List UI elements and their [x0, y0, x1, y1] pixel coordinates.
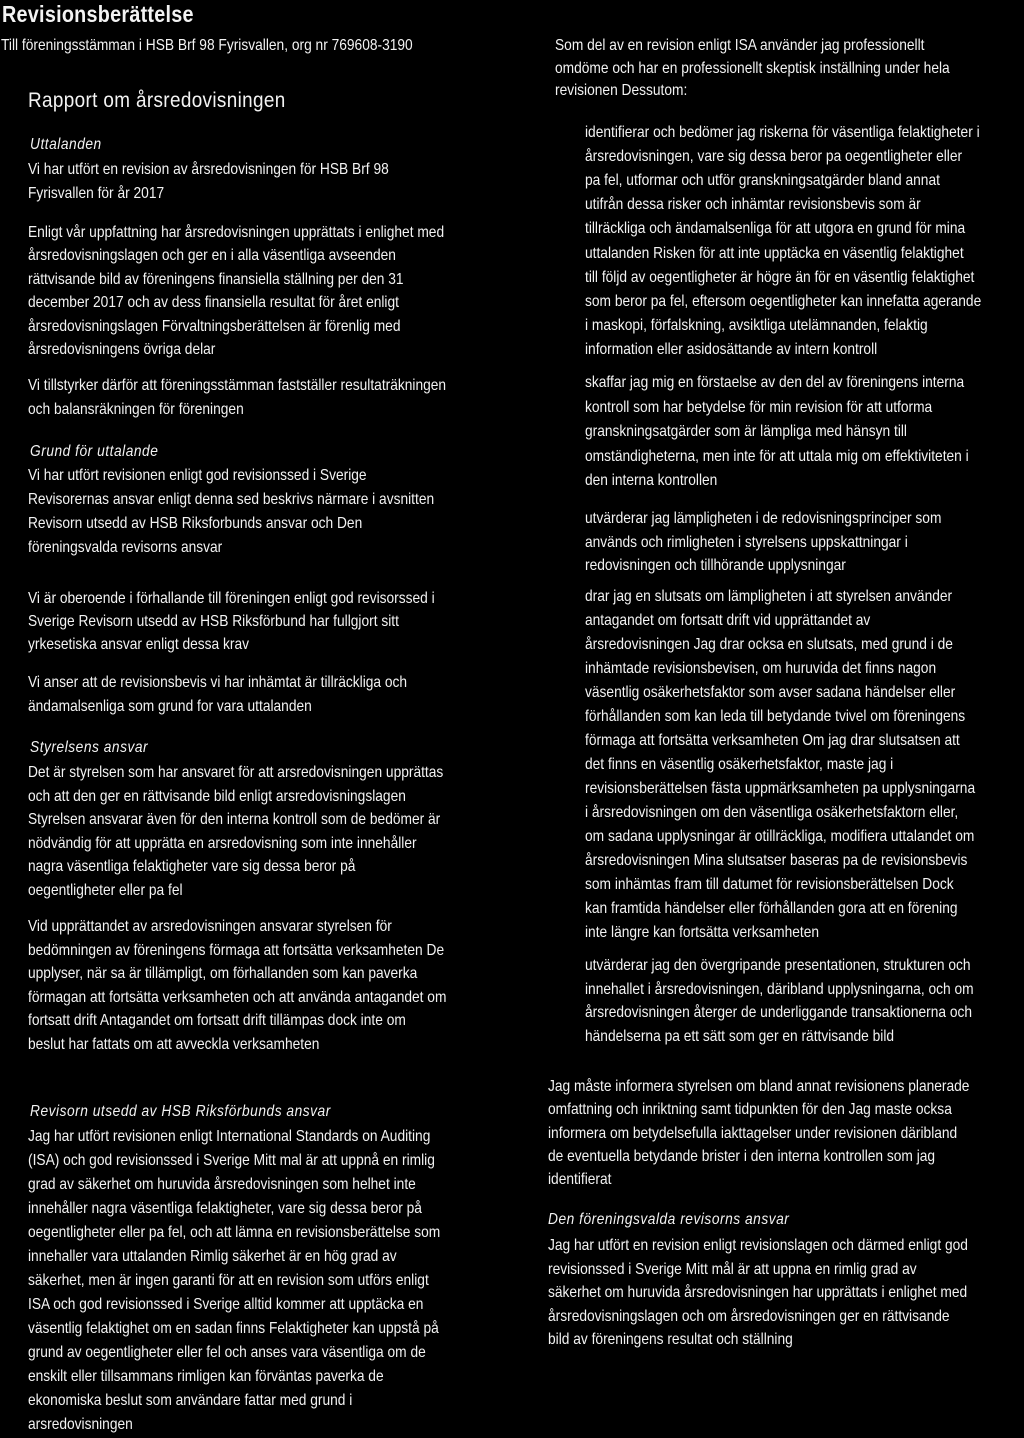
- document-addressee: Till föreningsstämman i HSB Brf 98 Fyrisvallen, org nr 769608-3190: [1, 37, 413, 54]
- text-line: årsredovisningen Jag drar ocksa en slutsats, med grund i de: [585, 636, 953, 653]
- text-line: innehåller nagra väsentliga felaktigheter, vare sig dessa beror på: [28, 1200, 422, 1217]
- subheading-text: Den föreningsvalda revisorns ansvar: [548, 1211, 790, 1228]
- text-line: pa fel, utformar och utför granskningsatgärder bland annat: [585, 172, 940, 190]
- text-line: Revisorn utsedd av HSB Riksforbunds ansvar och Den: [28, 515, 363, 532]
- text-line: i maskopi, förfalskning, avsiktliga utelämnanden, felaktig: [585, 316, 928, 334]
- text-line: Enligt vår uppfattning har årsredovisningen upprättats i enlighet med: [28, 224, 445, 241]
- text-line: utifrån dessa risker och inhämtar revisionsbevis som är: [585, 196, 921, 214]
- text-line: ISA och god revisionssed i Sverige alltid kommer att upptäcka en: [28, 1296, 424, 1313]
- text-line: inhämtade revisionsbevisen, om huruvida det finns nagon: [585, 660, 937, 677]
- subheading-text: Grund för uttalande: [30, 443, 159, 460]
- text-line: antagandet om fortsatt drift vid upprättandet av: [585, 612, 871, 629]
- text-line: säkerhet om huruvida årsredovisningen har upprättats i enlighet med: [548, 1284, 968, 1301]
- text-line: grad av säkerhet om huruvida årsredovisningen som helhet inte: [28, 1176, 416, 1193]
- text-line: i årsredovisningen om den väsentliga osäkerhetsfaktorn eller,: [585, 804, 959, 821]
- text-line: kontroll som har betydelse för min revision för att utforma: [585, 398, 933, 416]
- text-line: årsredovisningens övriga delar: [28, 341, 216, 358]
- text-line: skaffar jag mig en förstaelse av den del av föreningens interna: [585, 374, 965, 391]
- text-line: beslut har fattats om att avveckla verksamheten: [28, 1036, 320, 1053]
- text-line: ekonomiska beslut som användare fattar med grund i: [28, 1392, 353, 1409]
- subheading-text: Revisorn utsedd av HSB Riksförbunds ansvar: [30, 1103, 331, 1120]
- text-line: årsredovisningslagen och ger en i alla väsentliga avseenden: [28, 247, 396, 265]
- text-line: årsredovisningslagen och om årsredovisningen ger en rättvisande: [548, 1307, 950, 1325]
- text-line: till följd av oegentligheter är högre än för en väsentlig felaktighet: [585, 268, 975, 286]
- text-line: Det är styrelsen som har ansvaret för att arsredovisningen upprättas: [28, 764, 444, 781]
- text-line: årsredovisningslagen Förvaltningsberättelsen är förenlig med: [28, 317, 401, 335]
- section-heading: Rapport om årsredovisningen: [28, 89, 286, 112]
- text-line: oegentligheter eller pa fel, och att lämna en revisionsberättelse som: [28, 1224, 441, 1241]
- text-line: identifierat: [548, 1171, 612, 1189]
- text-line: upplyser, när sa är tillämpligt, om förhallanden som kan paverka: [28, 965, 418, 983]
- text-line: drar jag en slutsats om lämpligheten i att styrelsen använder: [585, 588, 953, 605]
- text-line: (ISA) och god revisionssed i Sverige Mitt mal är att uppnå en rimlig: [28, 1152, 435, 1169]
- text-line: Revisorernas ansvar enligt denna sed beskrivs närmare i avsnitten: [28, 491, 435, 508]
- text-line: revisionsberättelsen fästa uppmärksamheten pa upplysningarna: [585, 780, 976, 797]
- text-line: Sverige Revisorn utsedd av HSB Riksförbund har fullgjort sitt: [28, 613, 399, 630]
- text-line: identifierar och bedömer jag riskerna för väsentliga felaktigheter i: [585, 124, 980, 141]
- text-line: förhållanden som kan leda till betydande tvivel om föreningens: [585, 708, 966, 725]
- text-line: grund av oegentligheter eller fel och anses vara väsentliga om de: [28, 1344, 426, 1361]
- text-line: Fyrisvallen för år 2017: [28, 185, 165, 202]
- text-line: arsredovisningen: [28, 1416, 133, 1433]
- text-line: information eller asidosättande av intern kontroll: [585, 340, 878, 358]
- subheading-text: Styrelsens ansvar: [30, 739, 149, 756]
- text-line: Som del av en revision enligt ISA använder jag professionellt: [555, 37, 925, 54]
- text-line: bedömningen av föreningens förmaga att fortsätta verksamheten De: [28, 941, 445, 959]
- text-line: Jag måste informera styrelsen om bland annat revisionens planerade: [548, 1078, 970, 1095]
- text-line: det finns en väsentlig osäkerhetsfaktor, maste jag i: [585, 756, 894, 773]
- text-line: oegentligheter eller pa fel: [28, 882, 183, 899]
- text-line: och balansräkningen för föreningen: [28, 400, 244, 418]
- text-line: väsentlig felaktighet om en sadan finns Felaktigheter kan uppstå på: [28, 1320, 439, 1337]
- text-line: händelserna pa ett sätt som ger en rättvisande bild: [585, 1028, 895, 1046]
- text-line: granskningsatgärder som är lämpliga med hänsyn till: [585, 423, 907, 440]
- text-line: används och rimligheten i styrelsens uppskattningar i: [585, 533, 908, 551]
- document-title: Revisionsberättelse: [2, 1, 194, 27]
- text-line: informera om betydelsefulla iakttagelser under revisionen däribland: [548, 1124, 958, 1142]
- text-line: årsredovisningen Mina slutsatser baseras pa de revisionsbevis: [585, 852, 968, 869]
- text-line: omständigheterna, men inte för att uttala mig om effektiviteten i: [585, 447, 969, 465]
- text-line: väsentlig osäkerhetsfaktor som avser sadana händelser eller: [585, 684, 956, 701]
- text-line: Vi tillstyrker därför att föreningsstämman fastställer resultaträkningen: [28, 377, 447, 394]
- text-line: utvärderar jag lämpligheten i de redovisningsprinciper som: [585, 510, 942, 527]
- text-line: Vi har utfört en revision av årsredovisningen för HSB Brf 98: [28, 161, 389, 178]
- text-line: utvärderar jag den övergripande presentationen, strukturen och: [585, 957, 971, 974]
- text-line: och att den ger en rättvisande bild enligt arsredovisningslagen: [28, 787, 406, 805]
- text-line: Jag har utfört en revision enligt revisionslagen och därmed enligt god: [548, 1237, 968, 1254]
- text-line: innehaller vara uttalanden Rimlig säkerhet är en hög grad av: [28, 1248, 397, 1265]
- text-line: yrkesetiska ansvar enligt dessa krav: [28, 636, 250, 653]
- text-line: som inhämtas fram till datumet för revisionsberättelsen Dock: [585, 876, 954, 893]
- text-line: omdöme och har en professionellt skeptisk inställning under hela: [555, 59, 950, 77]
- text-line: Vi är oberoende i förhallande till föreningen enligt god revisorssed i: [28, 590, 435, 607]
- text-line: Vid upprättandet av arsredovisningen ansvarar styrelsen för: [28, 918, 392, 935]
- text-line: innehallet i årsredovisningen, däribland upplysningarna, och om: [585, 980, 974, 998]
- text-line: revisionen Dessutom:: [555, 82, 688, 99]
- text-line: om sadana upplysningar är otillräckliga, modifiera uttalandet om: [585, 828, 975, 845]
- subheading-text: Uttalanden: [30, 136, 102, 153]
- text-line: rättvisande bild av föreningens finansiella ställning per den 31: [28, 270, 404, 288]
- text-line: den interna kontrollen: [585, 472, 718, 489]
- text-line: föreningsvalda revisorns ansvar: [28, 539, 223, 556]
- text-line: uttalanden Risken för att inte upptäcka en väsentlig felaktighet: [585, 244, 964, 262]
- text-line: årsredovisningen, vare sig dessa beror pa oegentligheter eller: [585, 148, 963, 166]
- text-line: årsredovisningen återger de underliggande transaktionerna och: [585, 1004, 973, 1022]
- text-line: nagra väsentliga felaktigheter vare sig dessa beror på: [28, 858, 356, 876]
- text-line: Vi har utfört revisionen enligt god revisionssed i Sverige: [28, 467, 367, 484]
- text-line: revisionssed i Sverige Mitt mål är att uppna en rimlig grad av: [548, 1260, 917, 1278]
- text-line: enskilt eller tillsammans rimligen kan förväntas paverka de: [28, 1368, 384, 1385]
- text-line: inte längre kan fortsätta verksamheten: [585, 924, 820, 941]
- text-line: Jag har utfört revisionen enligt International Standards on Auditing: [28, 1128, 431, 1145]
- text-line: förmagan att fortsätta verksamheten och att använda antagandet om: [28, 988, 447, 1006]
- text-line: kan framtida händelser eller förhållanden gora att en förening: [585, 900, 958, 917]
- text-line: nödvändig för att upprätta en arsredovisning som inte innehåller: [28, 834, 417, 852]
- text-line: omfattning och inriktning samt tidpunkten för den Jag maste ocksa: [548, 1101, 952, 1119]
- text-line: förmaga att fortsätta verksamheten Om jag drar slutsatsen att: [585, 732, 960, 749]
- text-line: bild av föreningens resultat och ställning: [548, 1331, 793, 1348]
- text-line: ändamalsenliga som grund for vara uttalanden: [28, 698, 312, 715]
- text-line: de eventuella betydande brister i den interna kontrollen som jag: [548, 1147, 936, 1165]
- text-line: Styrelsen ansvarar även för den interna kontroll som de bedömer är: [28, 811, 441, 829]
- text-line: fortsatt drift Antagandet om fortsatt drift tillämpas dock inte om: [28, 1012, 406, 1030]
- text-line: säkerhet, men är ingen garanti för att en revision som utförs enligt: [28, 1272, 429, 1289]
- text-line: Vi anser att de revisionsbevis vi har inhämtat är tillräckliga och: [28, 674, 408, 691]
- text-line: tillräckliga och ändamalsenliga för att utgora en grund för mina: [585, 220, 966, 238]
- text-line: som beror pa fel, eftersom oegentligheter kan innefatta agerande: [585, 292, 982, 310]
- text-line: redovisningen och tillhörande upplysningar: [585, 557, 846, 574]
- text-line: december 2017 och av dess finansiella resultat för året enligt: [28, 294, 399, 312]
